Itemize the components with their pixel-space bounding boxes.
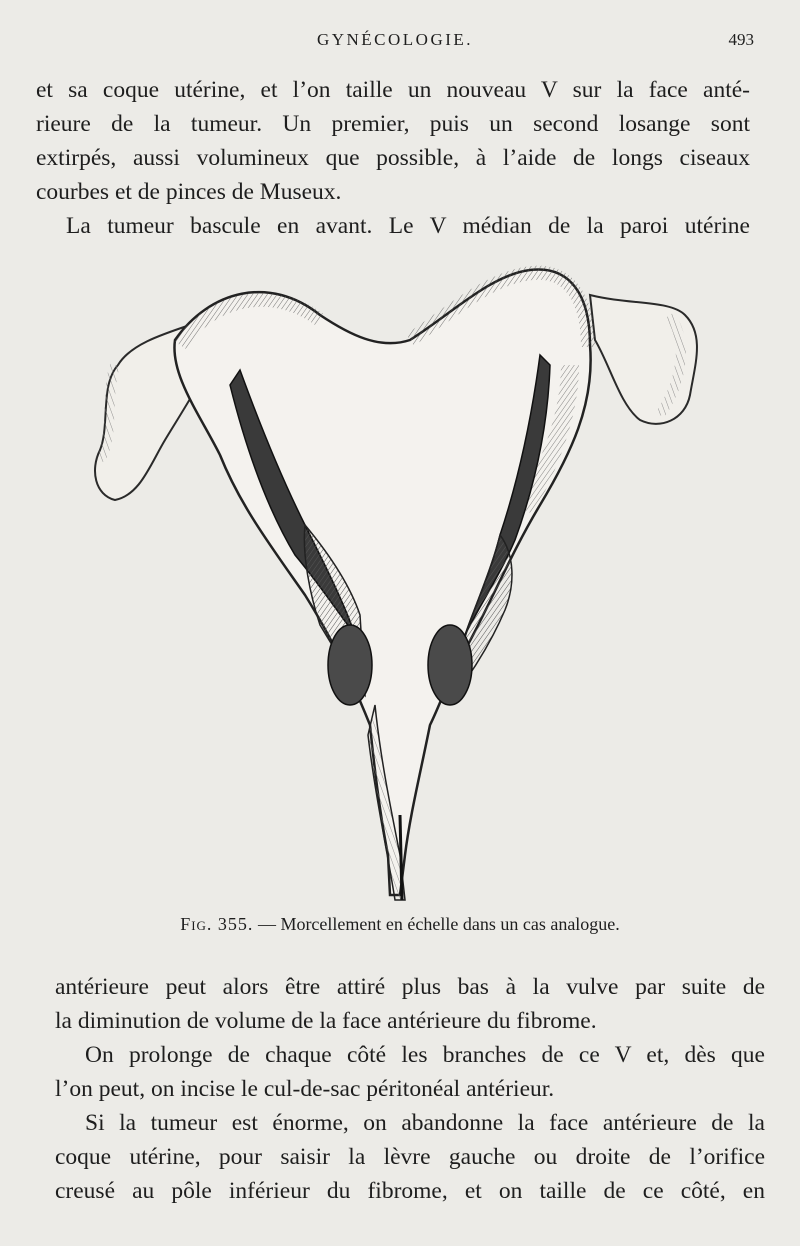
page-number: 493 [728,30,754,49]
text-line: extirpés, aussi volumineux que possible, à l’aide de longs ciseaux [36,145,750,171]
paragraph-bottom [55,970,765,1208]
figure-caption-text: — Morcellement en échelle dans un cas analogue. [257,914,620,934]
running-title: GYNÉCOLOGIE. [316,30,474,49]
anatomical-illustration [70,255,750,910]
paragraph-top [36,73,750,243]
figure-caption [0,914,800,935]
text-line: l’on peut, on incise le cul-de-sac péritonéal antérieur. [55,1076,555,1102]
text-line: courbes et de pinces de Museux. [36,179,342,205]
text-line: Si la tumeur est énorme, on abandonne la face antérieure de la [85,1110,765,1136]
running-head [36,30,754,60]
text-line: la diminution de volume de la face antérieure du fibrome. [55,1008,597,1034]
text-line: On prolonge de chaque côté les branches de ce V et, dès que [85,1042,765,1068]
text-line: antérieure peut alors être attiré plus bas à la vulve par suite de [55,974,765,1000]
text-line: rieure de la tumeur. Un premier, puis un second losange sont [36,111,750,137]
text-line: La tumeur bascule en avant. Le V médian de la paroi utérine [66,213,750,239]
text-line: et sa coque utérine, et l’on taille un nouveau V sur la face anté- [36,77,750,103]
text-line: creusé au pôle inférieur du fibrome, et on taille de ce côté, en [55,1178,765,1204]
figure-label: Fig. 355. [180,914,254,934]
text-line: coque utérine, pour saisir la lèvre gauche ou droite de l’orifice [55,1144,765,1170]
